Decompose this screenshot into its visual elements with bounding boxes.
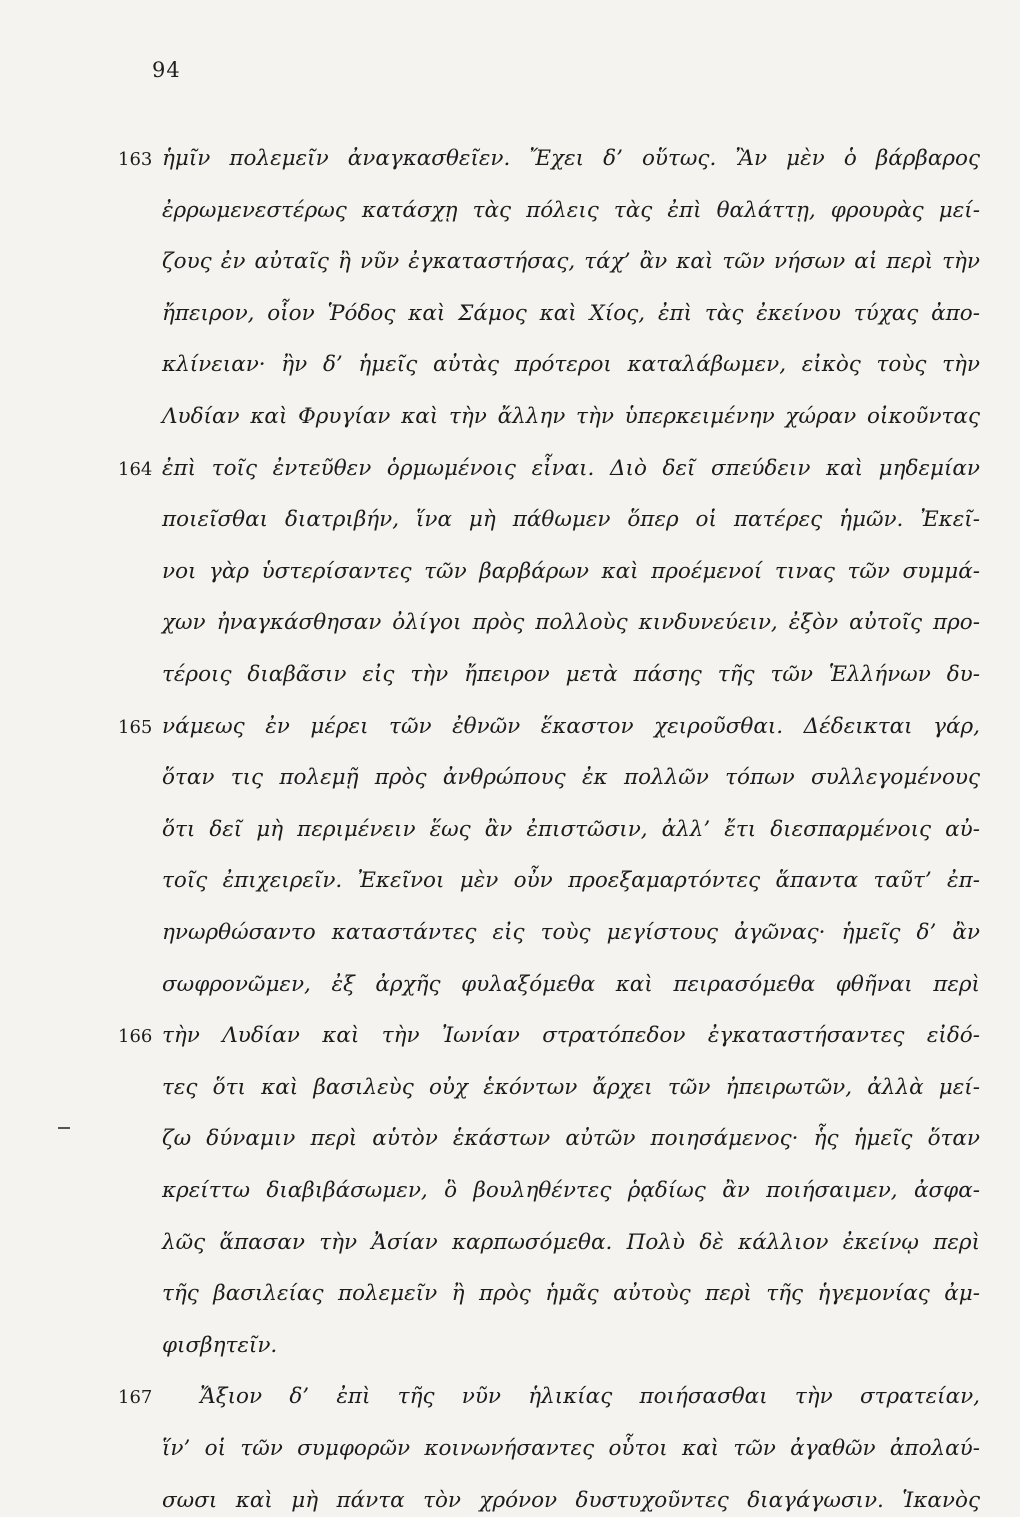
text-line: τὴν Λυδίαν καὶ τὴν Ἰωνίαν στρατόπεδον ἐγκαταστήσαντες εἰδό- xyxy=(162,1023,980,1048)
text-line: τοῖς ἐπιχειρεῖν. Ἐκεῖνοι μὲν οὖν προεξαμαρτόντες ἅπαντα ταῦτ’ ἐπ- xyxy=(162,868,980,893)
text-line: φισβητεῖν. xyxy=(162,1333,278,1358)
text-line: ὅτι δεῖ μὴ περιμένειν ἕως ἂν ἐπιστῶσιν, ἀλλ’ ἔτι διεσπαρμένοις αὐ- xyxy=(162,817,980,842)
text-line: τέροις διαβᾶσιν εἰς τὴν ἤπειρον μετὰ πάσης τῆς τῶν Ἑλλήνων δυ- xyxy=(162,662,980,687)
text-line: ζω δύναμιν περὶ αὑτὸν ἑκάστων αὐτῶν ποιησάμενος· ἧς ἡμεῖς ὅταν xyxy=(162,1126,980,1151)
text-line: σωσι καὶ μὴ πάντα τὸν χρόνον δυστυχοῦντες διαγάγωσιν. Ἱκανὸς xyxy=(162,1488,980,1513)
text-line: λῶς ἅπασαν τὴν Ἀσίαν καρπωσόμεθα. Πολὺ δὲ κάλλιον ἐκείνῳ περὶ xyxy=(162,1230,980,1255)
text-line: ἵν’ οἱ τῶν συμφορῶν κοινωνήσαντες οὗτοι καὶ τῶν ἀγαθῶν ἀπολαύ- xyxy=(162,1436,980,1461)
text-line: ζους ἐν αὐταῖς ἢ νῦν ἐγκαταστήσας, τάχ’ ἂν καὶ τῶν νήσων αἱ περὶ τὴν xyxy=(162,249,980,274)
text-line: Ἄξιον δ’ ἐπὶ τῆς νῦν ἡλικίας ποιήσασθαι τὴν στρατείαν, xyxy=(200,1384,980,1409)
page-number: 94 xyxy=(152,58,181,82)
text-line: Λυδίαν καὶ Φρυγίαν καὶ τὴν ἄλλην τὴν ὑπερκειμένην χώραν οἰκοῦντας xyxy=(162,404,980,429)
section-number: 166 xyxy=(118,1026,153,1047)
section-number: 165 xyxy=(118,717,153,738)
text-line: ποιεῖσθαι διατριβήν, ἵνα μὴ πάθωμεν ὅπερ οἱ πατέρες ἡμῶν. Ἐκεῖ- xyxy=(162,507,980,532)
text-line: κρείττω διαβιβάσωμεν, ὃ βουληθέντες ῥᾳδίως ἂν ποιήσαιμεν, ἀσφα- xyxy=(162,1178,980,1203)
text-line: ηνωρθώσαντο καταστάντες εἰς τοὺς μεγίστους ἀγῶνας· ἡμεῖς δ’ ἂν xyxy=(162,920,980,945)
text-line: ὅταν τις πολεμῇ πρὸς ἀνθρώπους ἐκ πολλῶν τόπων συλλεγομένους xyxy=(162,765,980,790)
text-line: ἐρρωμενεστέρως κατάσχῃ τὰς πόλεις τὰς ἐπὶ θαλάττῃ, φρουρὰς μεί- xyxy=(162,198,980,223)
margin-mark xyxy=(58,1127,70,1129)
text-line: ἤπειρον, οἷον Ῥόδος καὶ Σάμος καὶ Χίος, ἐπὶ τὰς ἐκείνου τύχας ἀπο- xyxy=(162,301,980,326)
text-line: ἡμῖν πολεμεῖν ἀναγκασθεῖεν. Ἔχει δ’ οὕτως. Ἂν μὲν ὁ βάρβαρος xyxy=(162,146,980,171)
text-line: σωφρονῶμεν, ἐξ ἀρχῆς φυλαξόμεθα καὶ πειρασόμεθα φθῆναι περὶ xyxy=(162,972,980,997)
text-line: τες ὅτι καὶ βασιλεὺς οὐχ ἑκόντων ἄρχει τῶν ἠπειρωτῶν, ἀλλὰ μεί- xyxy=(162,1075,980,1100)
section-number: 167 xyxy=(118,1387,153,1408)
text-line: νάμεως ἐν μέρει τῶν ἐθνῶν ἕκαστον χειροῦσθαι. Δέδεικται γάρ, xyxy=(162,714,980,739)
text-line: χων ἠναγκάσθησαν ὀλίγοι πρὸς πολλοὺς κινδυνεύειν, ἐξὸν αὐτοῖς προ- xyxy=(162,610,980,635)
text-line: νοι γὰρ ὑστερίσαντες τῶν βαρβάρων καὶ προέμενοί τινας τῶν συμμά- xyxy=(162,559,980,584)
text-line: κλίνειαν· ἢν δ’ ἡμεῖς αὐτὰς πρότεροι καταλάβωμεν, εἰκὸς τοὺς τὴν xyxy=(162,352,980,377)
text-line: τῆς βασιλείας πολεμεῖν ἢ πρὸς ἡμᾶς αὐτοὺς περὶ τῆς ἡγεμονίας ἀμ- xyxy=(162,1281,980,1306)
text-line: ἐπὶ τοῖς ἐντεῦθεν ὁρμωμένοις εἶναι. Διὸ δεῖ σπεύδειν καὶ μηδεμίαν xyxy=(162,456,980,481)
section-number: 163 xyxy=(118,149,153,170)
section-number: 164 xyxy=(118,459,153,480)
